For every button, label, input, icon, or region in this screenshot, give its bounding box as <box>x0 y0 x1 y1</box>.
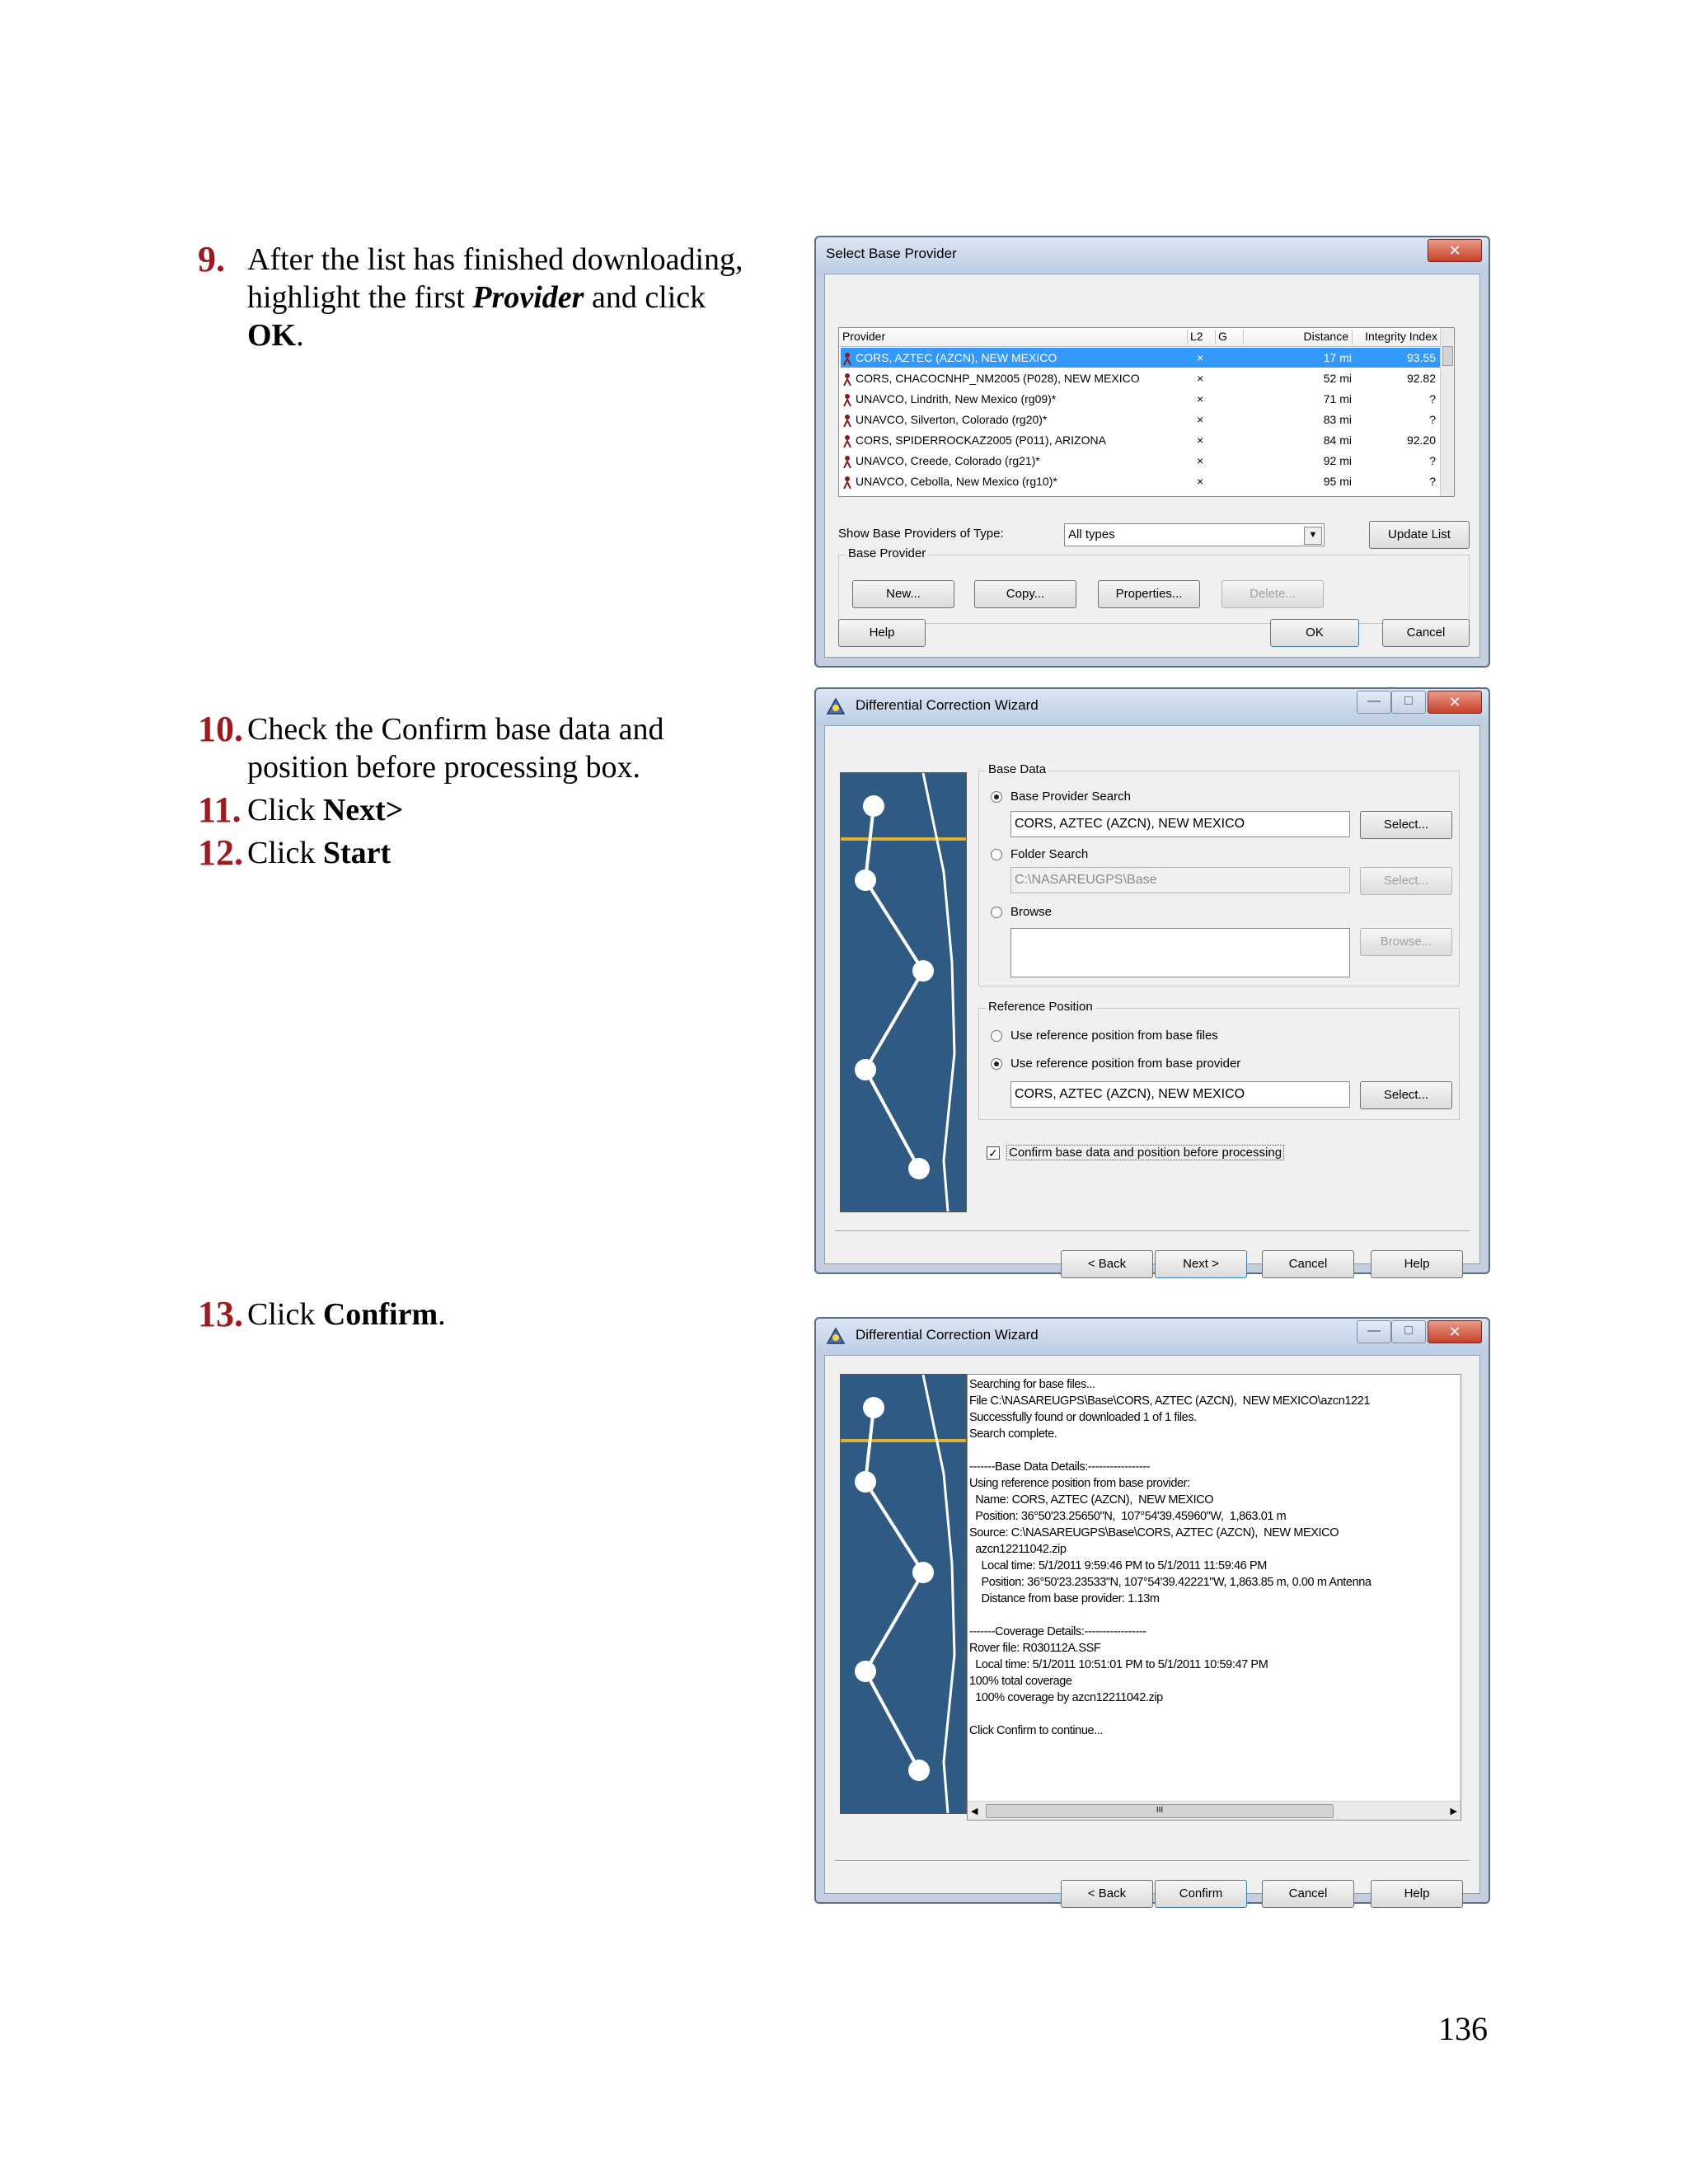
step-text: Click <box>247 1297 323 1332</box>
column-header[interactable]: L2 <box>1190 330 1216 344</box>
station-icon <box>842 476 852 489</box>
horizontal-scrollbar[interactable] <box>968 1801 1461 1820</box>
maximize-icon: □ <box>1404 694 1413 708</box>
folder-search-radio[interactable] <box>991 849 1002 860</box>
title-bar <box>816 1319 1489 1355</box>
base-provider-group <box>838 546 1470 624</box>
browse-label[interactable]: Browse <box>1010 905 1053 919</box>
close-icon: ✕ <box>1448 1324 1461 1340</box>
l2-cell: × <box>1197 413 1204 426</box>
step-text: and click <box>584 280 706 315</box>
integrity-cell: 93.55 <box>1406 351 1436 364</box>
provider-name <box>842 389 1056 409</box>
station-icon <box>842 373 852 386</box>
folder-path-field[interactable]: C:\NASAREUGPS\Base <box>1010 867 1350 893</box>
distance-cell: 83 mi <box>1323 413 1352 426</box>
page-number: 136 <box>1438 2010 1488 2047</box>
dialog-client <box>824 274 1480 658</box>
select-base-provider-dialog <box>814 236 1490 668</box>
distance-cell: 71 mi <box>1323 392 1352 405</box>
provider-type-value: All types <box>1068 527 1115 541</box>
step-strong: Start <box>322 836 392 870</box>
l2-cell: × <box>1197 372 1204 385</box>
l2-cell: × <box>1197 475 1204 488</box>
divider <box>835 1860 1470 1862</box>
dialog-title: Differential Correction Wizard <box>856 697 1039 713</box>
step-text-line: After the list has finished downloading, <box>247 242 743 277</box>
provider-row[interactable] <box>841 348 1441 368</box>
update-list-button[interactable]: Update List <box>1369 521 1470 549</box>
select-folder-button[interactable]: Select... <box>1360 867 1452 895</box>
differential-correction-wizard-confirm <box>814 1317 1490 1904</box>
distance-cell: 52 mi <box>1323 372 1352 385</box>
log-line <box>969 1706 1459 1722</box>
provider-name <box>842 471 1057 491</box>
provider-name-text: CORS, AZTEC (AZCN), NEW MEXICO <box>856 351 1057 364</box>
step-number: 11. <box>198 790 241 830</box>
step-strong: Next> <box>322 793 404 827</box>
divider <box>835 1230 1470 1232</box>
station-icon <box>842 434 852 448</box>
back-button[interactable]: < Back <box>1061 1250 1153 1278</box>
select-provider-button[interactable]: Select... <box>1360 811 1452 839</box>
minimize-button[interactable] <box>1357 691 1391 714</box>
step-emphasis: Provider <box>472 280 584 315</box>
provider-row[interactable] <box>841 368 1441 388</box>
step-10 <box>198 710 663 786</box>
provider-name-text: UNAVCO, Cebolla, New Mexico (rg10)* <box>856 475 1057 488</box>
log-line: Local time: 5/1/2011 10:51:01 PM to 5/1/2011 10:59:47 PM <box>969 1658 1268 1671</box>
log-line: Click Confirm to continue... <box>969 1724 1104 1737</box>
log-line: -------Coverage Details:----------------- <box>969 1625 1146 1638</box>
log-line: Using reference position from base provider: <box>969 1477 1190 1490</box>
minimize-icon: — <box>1367 694 1381 708</box>
provider-name <box>842 410 1047 429</box>
integrity-cell: ? <box>1429 392 1436 405</box>
back-button[interactable]: < Back <box>1061 1880 1153 1908</box>
log-line: File C:\NASAREUGPS\Base\CORS, AZTEC (AZCN), NEW MEXICO\azcn1221 <box>969 1394 1371 1408</box>
ok-button[interactable]: OK <box>1270 619 1359 647</box>
help-button[interactable]: Help <box>838 619 926 647</box>
step-number: 12. <box>198 832 243 873</box>
integrity-cell: ? <box>1429 413 1436 426</box>
provider-name-text: UNAVCO, Silverton, Colorado (rg20)* <box>856 413 1048 426</box>
confirm-checkbox[interactable]: ✓ <box>987 1146 1000 1160</box>
step-text: . <box>296 318 304 353</box>
minimize-icon: — <box>1367 1324 1381 1338</box>
use-ref-files-radio[interactable] <box>991 1030 1002 1042</box>
step-text-line: Check the Confirm base data and <box>247 712 664 747</box>
l2-cell: × <box>1197 434 1204 447</box>
step-text: Click <box>247 793 323 827</box>
properties-button[interactable]: Properties... <box>1098 580 1200 608</box>
wizard-icon <box>824 1325 847 1347</box>
step-9 <box>198 241 743 354</box>
log-line: Position: 36°50'23.25650"N, 107°54'39.45960"W, 1,863.01 m <box>969 1510 1287 1523</box>
base-data-group <box>978 762 1460 987</box>
copy-button[interactable]: Copy... <box>974 580 1076 608</box>
log-line: -------Base Data Details:----------------- <box>969 1460 1151 1474</box>
integrity-cell: 92.82 <box>1406 372 1436 385</box>
column-header[interactable]: Distance <box>1274 330 1353 344</box>
next-button[interactable]: Next > <box>1155 1250 1247 1278</box>
browse-files-field[interactable] <box>1010 928 1350 977</box>
step-number: 13. <box>198 1294 243 1334</box>
base-provider-search-radio[interactable] <box>991 791 1002 803</box>
provider-row[interactable] <box>841 430 1441 450</box>
delete-button[interactable]: Delete... <box>1221 580 1324 608</box>
distance-cell: 17 mi <box>1323 351 1352 364</box>
dialog-client <box>824 725 1480 1271</box>
group-label: Base Data <box>986 762 1048 776</box>
log-line: 100% coverage by azcn12211042.zip <box>969 1691 1163 1704</box>
folder-search-label[interactable]: Folder Search <box>1010 847 1089 861</box>
maximize-button[interactable] <box>1391 1320 1426 1343</box>
confirm-button[interactable]: Confirm <box>1155 1880 1247 1908</box>
group-label: Reference Position <box>986 1000 1095 1014</box>
provider-row[interactable] <box>841 410 1441 429</box>
close-button[interactable] <box>1428 239 1482 262</box>
log-line: Searching for base files... <box>969 1378 1095 1391</box>
close-button[interactable] <box>1428 1320 1482 1343</box>
reference-provider-field[interactable]: CORS, AZTEC (AZCN), NEW MEXICO <box>1010 1081 1350 1108</box>
browse-button[interactable]: Browse... <box>1360 928 1452 956</box>
station-icon <box>842 414 852 427</box>
distance-cell: 84 mi <box>1323 434 1352 447</box>
close-icon: ✕ <box>1448 694 1461 710</box>
log-line: azcn12211042.zip <box>969 1543 1067 1556</box>
step-number: 9. <box>198 239 225 279</box>
cancel-button[interactable]: Cancel <box>1262 1250 1354 1278</box>
integrity-cell: ? <box>1429 475 1436 488</box>
chevron-down-icon[interactable]: ▼ <box>1304 527 1322 545</box>
provider-name <box>842 451 1040 471</box>
log-line: Search complete. <box>969 1427 1057 1441</box>
maximize-icon: □ <box>1404 1324 1413 1338</box>
log-line: Local time: 5/1/2011 9:59:46 PM to 5/1/2011 11:59:46 PM <box>969 1559 1267 1572</box>
log-line: Name: CORS, AZTEC (AZCN), NEW MEXICO <box>969 1493 1214 1507</box>
log-line: Source: C:\NASAREUGPS\Base\CORS, AZTEC (AZCN), NEW MEXICO <box>969 1526 1339 1540</box>
title-bar <box>816 237 1489 274</box>
step-13 <box>198 1296 446 1333</box>
base-provider-search-label[interactable]: Base Provider Search <box>1010 790 1131 804</box>
provider-name <box>842 368 1140 388</box>
log-line <box>969 1607 1459 1624</box>
use-ref-provider-radio[interactable] <box>991 1058 1002 1070</box>
minimize-button[interactable] <box>1357 1320 1391 1343</box>
list-header <box>839 328 1441 347</box>
provider-name-text: UNAVCO, Lindrith, New Mexico (rg09)* <box>856 392 1057 405</box>
provider-row[interactable] <box>841 451 1441 471</box>
column-header[interactable]: Provider <box>842 330 1188 344</box>
step-text-line: position before processing box. <box>247 750 641 785</box>
wizard-side-image <box>840 772 967 1212</box>
step-text: Click <box>247 836 323 870</box>
log-line: Position: 36°50'23.23533"N, 107°54'39.42221"W, 1,863.85 m, 0.00 m Antenna <box>969 1576 1372 1589</box>
differential-correction-wizard-base-data <box>814 687 1490 1274</box>
group-label: Base Provider <box>846 546 928 560</box>
column-header[interactable]: Integrity Index <box>1355 330 1442 344</box>
provider-row[interactable] <box>841 389 1441 409</box>
cancel-button[interactable]: Cancel <box>1262 1880 1354 1908</box>
cancel-button[interactable]: Cancel <box>1382 619 1470 647</box>
step-number: 10. <box>198 709 243 749</box>
column-header[interactable]: G <box>1218 330 1244 344</box>
l2-cell: × <box>1197 454 1204 467</box>
provider-name-text: UNAVCO, Creede, Colorado (rg21)* <box>856 454 1040 467</box>
reference-position-group <box>978 1000 1460 1120</box>
show-type-label: Show Base Providers of Type: <box>838 527 1004 541</box>
wizard-icon <box>824 696 847 717</box>
log-line: Successfully found or downloaded 1 of 1 files. <box>969 1411 1197 1424</box>
log-line: Rover file: R030112A.SSF <box>969 1642 1101 1655</box>
gps-track-graphic <box>841 773 966 1212</box>
wizard-side-image <box>840 1374 967 1814</box>
step-text: . <box>438 1297 446 1332</box>
dialog-title: Differential Correction Wizard <box>856 1327 1039 1343</box>
close-icon: ✕ <box>1448 242 1461 259</box>
use-ref-files-label[interactable]: Use reference position from base files <box>1010 1029 1218 1043</box>
provider-name <box>842 430 1106 450</box>
log-line: Distance from base provider: 1.13m <box>969 1592 1160 1605</box>
select-reference-button[interactable]: Select... <box>1360 1081 1452 1109</box>
station-icon <box>842 393 852 406</box>
scroll-thumb[interactable] <box>1442 346 1453 366</box>
dialog-title: Select Base Provider <box>826 246 957 261</box>
station-icon <box>842 455 852 468</box>
scroll-right-icon[interactable]: ▶ <box>1450 1807 1457 1816</box>
log-lines <box>968 1375 1461 1741</box>
provider-name-text: CORS, CHACOCNHP_NM2005 (P028), NEW MEXICO <box>856 372 1140 385</box>
scroll-left-icon[interactable]: ◀ <box>971 1807 978 1816</box>
title-bar <box>816 689 1489 725</box>
scroll-thumb[interactable]: III <box>986 1804 1334 1818</box>
provider-name <box>842 348 1057 368</box>
integrity-cell: 92.20 <box>1406 434 1436 447</box>
list-scrollbar[interactable] <box>1440 328 1454 496</box>
station-icon <box>842 352 852 365</box>
base-provider-field[interactable]: CORS, AZTEC (AZCN), NEW MEXICO <box>1010 811 1350 837</box>
step-11 <box>198 791 403 829</box>
provider-row[interactable] <box>841 471 1441 491</box>
gps-track-graphic <box>841 1375 966 1813</box>
step-12 <box>198 834 391 872</box>
step-strong: OK <box>247 318 297 353</box>
distance-cell: 92 mi <box>1323 454 1352 467</box>
step-text: highlight the first <box>247 280 473 315</box>
new-button[interactable]: New... <box>852 580 954 608</box>
use-ref-provider-label[interactable]: Use reference position from base provider <box>1010 1057 1241 1071</box>
processing-log[interactable] <box>967 1374 1461 1821</box>
log-line <box>969 1442 1459 1459</box>
dialog-client <box>824 1355 1480 1900</box>
provider-name-text: CORS, SPIDERROCKAZ2005 (P011), ARIZONA <box>856 434 1106 447</box>
l2-cell: × <box>1197 392 1204 405</box>
help-button[interactable]: Help <box>1371 1250 1463 1278</box>
browse-radio[interactable] <box>991 907 1002 918</box>
distance-cell: 95 mi <box>1323 475 1352 488</box>
provider-type-select[interactable] <box>1064 523 1325 546</box>
step-text-line <box>198 316 743 354</box>
provider-list[interactable] <box>838 327 1455 497</box>
integrity-cell: ? <box>1429 454 1436 467</box>
l2-cell: × <box>1197 351 1204 364</box>
step-strong: Confirm <box>322 1297 438 1332</box>
close-button[interactable] <box>1428 691 1482 714</box>
confirm-checkbox-label[interactable]: Confirm base data and position before processing <box>1006 1145 1284 1160</box>
help-button[interactable]: Help <box>1371 1880 1463 1908</box>
step-text-line <box>198 279 743 316</box>
maximize-button[interactable] <box>1391 691 1426 714</box>
log-line: 100% total coverage <box>969 1675 1072 1688</box>
